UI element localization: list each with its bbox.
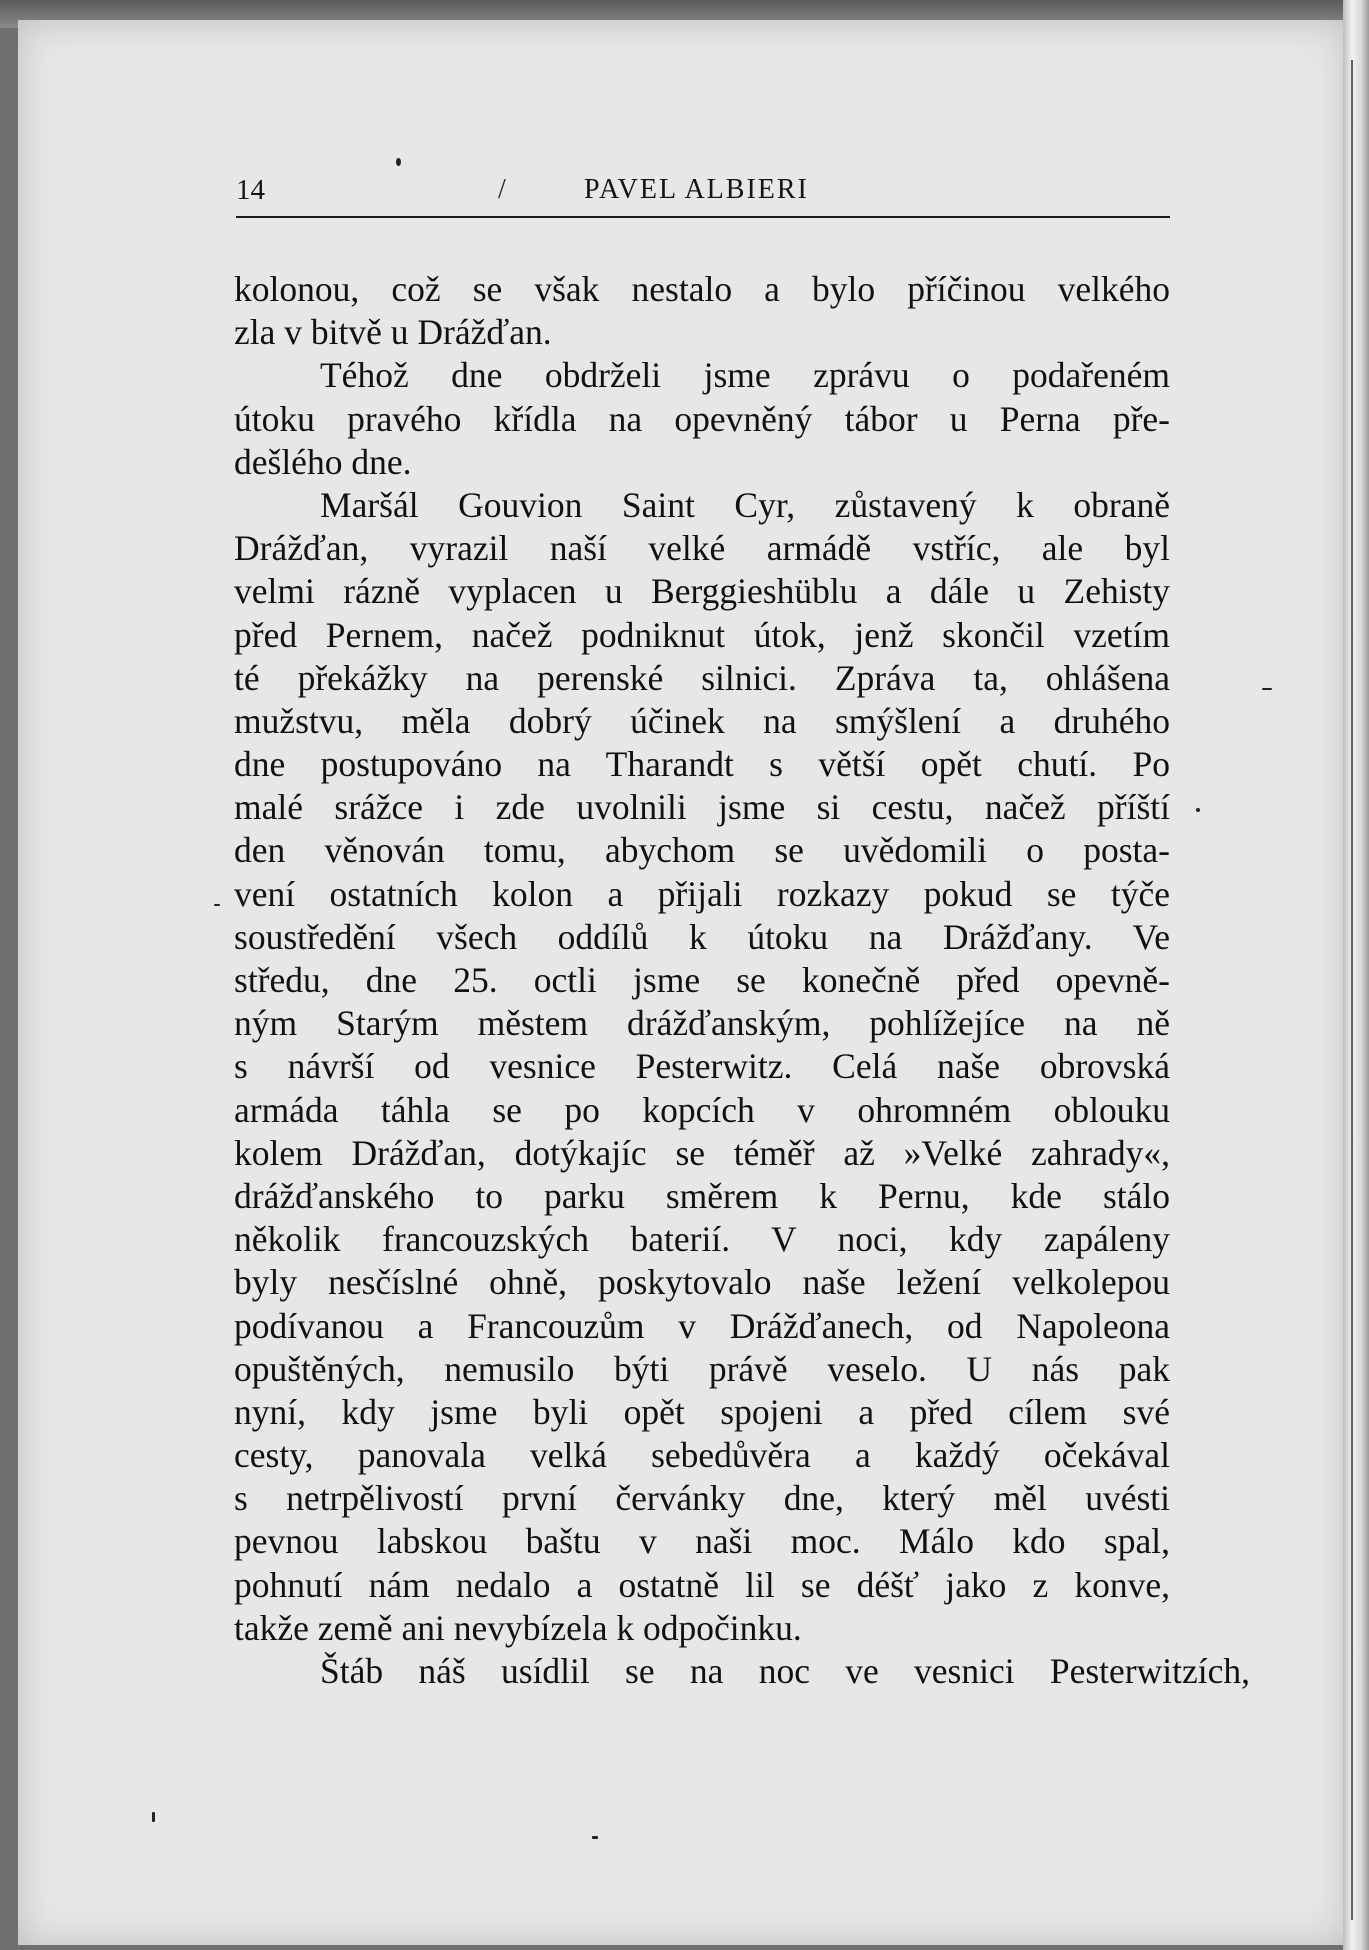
text-line: pevnou labskou baštu v naši moc. Málo kdo spal, [234, 1521, 1170, 1562]
text-line: Štáb náš usídlil se na noc ve vesnici Pesterwitzích, [320, 1651, 1250, 1691]
text-line: té překážky na perenské silnici. Zpráva ta, ohlášena [234, 657, 1170, 698]
text-line: Téhož dne obdrželi jsme zprávu o podařeném [320, 355, 1170, 396]
dust-speck [152, 1812, 155, 1822]
text-line: s návrší od vesnice Pesterwitz. Celá naše obrovská [234, 1046, 1170, 1087]
text-line: Drážďan, vyrazil naší velké armádě vstříc, ale byl [234, 528, 1170, 569]
text-line: armáda táhla se po kopcích v ohromném oblouku [234, 1089, 1170, 1130]
text-line: ným Starým městem drážďanským, pohlížejíce na ně [234, 1003, 1170, 1044]
body-text [234, 268, 1250, 1693]
text-line: takže země ani nevybízela k odpočinku. [234, 1607, 802, 1648]
dust-speck [396, 158, 401, 166]
page-number: 14 [236, 174, 265, 206]
text-line: cesty, panovala velká sebedůvěra a každý očekával [234, 1435, 1170, 1476]
text-line: byly nesčíslné ohně, poskytovalo naše ležení velkolepou [234, 1262, 1170, 1303]
running-head: PAVEL ALBIERI [584, 174, 809, 205]
text-line: kolonou, což se však nestalo a bylo příčinou velkého [234, 269, 1170, 309]
dust-speck [592, 1836, 598, 1839]
text-line: dne postupováno na Tharandt s větší opět chutí. Po [234, 744, 1170, 785]
text-line: kolem Drážďan, dotýkajíc se téměř až »Velké zahrady«, [234, 1132, 1170, 1173]
text-line: soustředění všech oddílů k útoku na Drážďany. Ve [234, 916, 1170, 957]
adjacent-page-edge [1343, 0, 1369, 1950]
text-line: dešlého dne. [234, 441, 412, 482]
text-line: mužstvu, měla dobrý účinek na smýšlení a druhého [234, 700, 1170, 741]
text-line: útoku pravého křídla na opevněný tábor u Perna pře- [234, 398, 1170, 439]
text-line: vení ostatních kolon a přijali rozkazy pokud se týče [234, 873, 1170, 914]
dust-speck [1196, 808, 1200, 812]
page-header [236, 168, 1170, 218]
text-line: podívanou a Francouzům v Drážďanech, od Napoleona [234, 1305, 1170, 1346]
text-line: drážďanského to parku směrem k Pernu, kde stálo [234, 1175, 1170, 1216]
text-line: nyní, kdy jsme byli opět spojeni a před cílem své [234, 1391, 1170, 1432]
text-line: zla v bitvě u Drážďan. [234, 312, 552, 353]
dust-speck [1262, 688, 1272, 690]
text-line: den věnován tomu, abychom se uvědomili o posta- [234, 830, 1170, 871]
text-line: několik francouzských baterií. V noci, kdy zapáleny [234, 1219, 1170, 1260]
text-line: středu, dne 25. octli jsme se konečně před opevně- [234, 960, 1170, 1000]
stray-mark: / [498, 174, 506, 205]
text-line: Maršál Gouvion Saint Cyr, zůstavený k obraně [320, 484, 1170, 525]
dust-speck [214, 904, 220, 906]
text-line: opuštěných, nemusilo býti právě veselo. U nás pak [234, 1348, 1170, 1389]
text-line: malé srážce i zde uvolnili jsme si cestu, načež příští [234, 787, 1170, 828]
text-line: s netrpělivostí první červánky dne, který měl uvésti [234, 1478, 1170, 1519]
text-line: velmi rázně vyplacen u Berggieshüblu a dále u Zehisty [234, 571, 1170, 612]
text-line: před Pernem, načež podniknut útok, jenž skončil vzetím [234, 614, 1170, 655]
text-line: pohnutí nám nedalo a ostatně lil se déšť jako z konve, [234, 1564, 1170, 1605]
